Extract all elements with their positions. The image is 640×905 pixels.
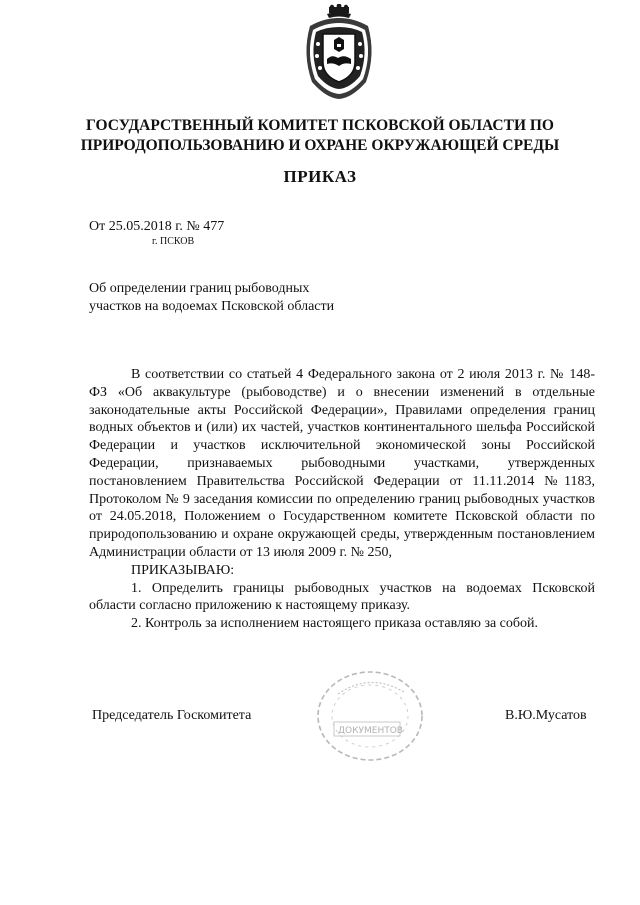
order-word: ПРИКАЗЫВАЮ:	[131, 562, 235, 578]
date-and-number: От 25.05.2018 г. № 477	[89, 219, 225, 234]
document-type: ПРИКАЗ	[283, 167, 357, 186]
signer-name: В.Ю.Мусатов	[505, 708, 587, 723]
official-stamp-icon	[308, 664, 428, 766]
order-item-2: 2. Контроль за исполнением настоящего приказа оставляю за собой.	[131, 616, 539, 632]
city: г. ПСКОВ	[152, 236, 195, 247]
subject-line1: Об определении границ рыбоводных	[89, 281, 310, 296]
signer-title: Председатель Госкомитета	[92, 708, 252, 723]
subject-line2: участков на водоемах Псковской области	[89, 299, 335, 314]
organization-name-line2: ПРИРОДОПОЛЬЗОВАНИЮ И ОХРАНЕ ОКРУЖАЮЩЕЙ СРЕДЫ	[80, 137, 560, 154]
coat-of-arms-icon	[296, 4, 382, 100]
preamble-paragraph: В соответствии со статьей 4 Федерального закона от 2 июля 2013 г. № 148-ФЗ «Об аквакультуре (рыбоводстве) и о внесении изменений в отдельные законодательные акты Российской Федерации», Правилами определения границ водных объектов и (или) их частей, участков континентального шельфа Российской Федерации и участков исключительной экономической зоны Российской Федерации, признаваемых рыбоводными участками, утвержденных постановлением Правительства Российской Федерации от 11.11.2014 №1183, Протоколом № 9 заседания комиссии по определению границ рыбоводных участков от 24.05.2018, Положением о Государственном комитете Псковской области по природопользованию и охране окружающей среды, утвержденным постановлением Администрации области от 13 июля 2009 г. № 250,	[89, 367, 595, 560]
svg-text:ДОКУМЕНТОВ: ДОКУМЕНТОВ	[338, 726, 403, 736]
organization-name-line1: ГОСУДАРСТВЕННЫЙ КОМИТЕТ ПСКОВСКОЙ ОБЛАСТИ ПО	[86, 117, 554, 134]
organization-name	[40, 116, 600, 156]
document-body	[89, 366, 595, 633]
order-item-1: 1. Определить границы рыбоводных участков на водоемах Псковской области согласно приложению к настоящему приказу.	[89, 580, 595, 614]
document-subject	[89, 280, 334, 316]
